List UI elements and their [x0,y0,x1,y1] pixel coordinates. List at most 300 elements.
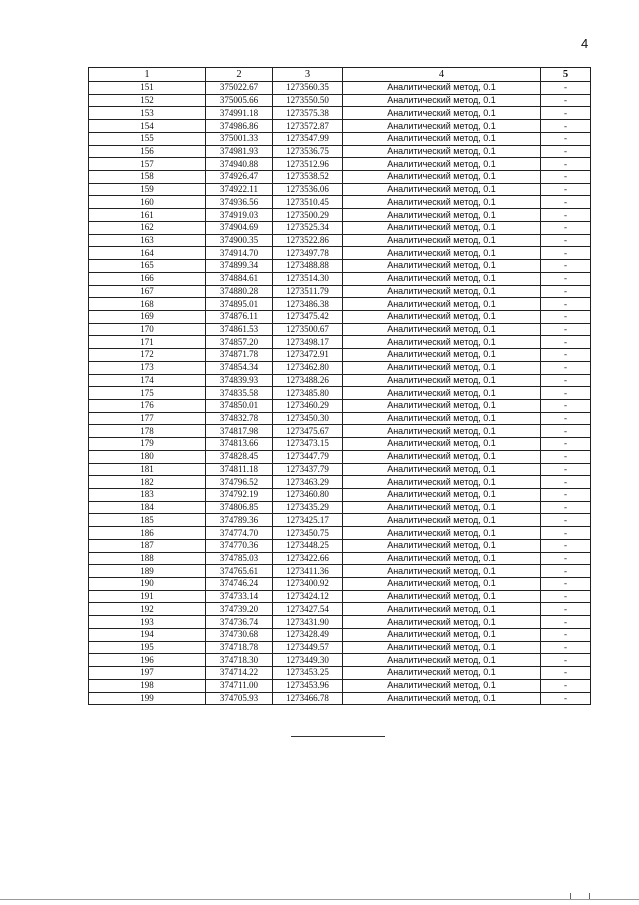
table-row [89,145,591,158]
footer-mark [570,893,590,899]
description-cell: - [541,527,591,540]
method-cell: Аналитический метод, 0.1 [343,323,541,336]
point-number-cell: 153 [89,107,206,120]
method-cell: Аналитический метод, 0.1 [343,234,541,247]
x-coordinate-cell: 374811.18 [206,463,273,476]
y-coordinate-cell: 1273460.80 [273,489,343,502]
point-number-cell: 168 [89,298,206,311]
y-coordinate-cell: 1273449.30 [273,654,343,667]
method-cell: Аналитический метод, 0.1 [343,692,541,705]
x-coordinate-cell: 374789.36 [206,514,273,527]
table-row [89,438,591,451]
y-coordinate-cell: 1273435.29 [273,501,343,514]
method-cell: Аналитический метод, 0.1 [343,298,541,311]
y-coordinate-cell: 1273547.99 [273,132,343,145]
point-number-cell: 159 [89,183,206,196]
x-coordinate-cell: 374705.93 [206,692,273,705]
method-cell: Аналитический метод, 0.1 [343,667,541,680]
method-cell: Аналитический метод, 0.1 [343,603,541,616]
y-coordinate-cell: 1273560.35 [273,82,343,95]
description-cell: - [541,501,591,514]
description-cell: - [541,94,591,107]
method-cell: Аналитический метод, 0.1 [343,565,541,578]
description-cell: - [541,679,591,692]
point-number-cell: 193 [89,616,206,629]
point-number-cell: 184 [89,501,206,514]
x-coordinate-cell: 374770.36 [206,539,273,552]
description-cell: - [541,603,591,616]
x-coordinate-cell: 374828.45 [206,450,273,463]
description-cell: - [541,107,591,120]
y-coordinate-cell: 1273485.80 [273,387,343,400]
point-number-cell: 157 [89,158,206,171]
method-cell: Аналитический метод, 0.1 [343,412,541,425]
x-coordinate-cell: 374730.68 [206,628,273,641]
signature-line [291,736,385,737]
y-coordinate-cell: 1273428.49 [273,628,343,641]
y-coordinate-cell: 1273572.87 [273,120,343,133]
description-cell: - [541,310,591,323]
point-number-cell: 171 [89,336,206,349]
y-coordinate-cell: 1273460.29 [273,399,343,412]
description-cell: - [541,399,591,412]
method-cell: Аналитический метод, 0.1 [343,399,541,412]
point-number-cell: 179 [89,438,206,451]
method-cell: Аналитический метод, 0.1 [343,107,541,120]
method-cell: Аналитический метод, 0.1 [343,145,541,158]
description-cell: - [541,323,591,336]
point-number-cell: 155 [89,132,206,145]
x-coordinate-cell: 374981.93 [206,145,273,158]
table-row [89,692,591,705]
point-number-cell: 194 [89,628,206,641]
point-number-cell: 199 [89,692,206,705]
x-coordinate-cell: 374900.35 [206,234,273,247]
description-cell: - [541,476,591,489]
table-row [89,158,591,171]
method-cell: Аналитический метод, 0.1 [343,539,541,552]
point-number-cell: 154 [89,120,206,133]
method-cell: Аналитический метод, 0.1 [343,679,541,692]
x-coordinate-cell: 374880.28 [206,285,273,298]
x-coordinate-cell: 374718.78 [206,641,273,654]
method-cell: Аналитический метод, 0.1 [343,425,541,438]
table-row [89,539,591,552]
y-coordinate-cell: 1273411.36 [273,565,343,578]
method-cell: Аналитический метод, 0.1 [343,196,541,209]
description-cell: - [541,260,591,273]
x-coordinate-cell: 374711.00 [206,679,273,692]
method-cell: Аналитический метод, 0.1 [343,336,541,349]
y-coordinate-cell: 1273475.67 [273,425,343,438]
description-cell: - [541,552,591,565]
description-cell: - [541,539,591,552]
description-cell: - [541,425,591,438]
method-cell: Аналитический метод, 0.1 [343,552,541,565]
table-row [89,590,591,603]
point-number-cell: 165 [89,260,206,273]
description-cell: - [541,374,591,387]
y-coordinate-cell: 1273497.78 [273,247,343,260]
method-cell: Аналитический метод, 0.1 [343,578,541,591]
description-cell: - [541,565,591,578]
method-cell: Аналитический метод, 0.1 [343,82,541,95]
method-cell: Аналитический метод, 0.1 [343,616,541,629]
method-cell: Аналитический метод, 0.1 [343,628,541,641]
method-cell: Аналитический метод, 0.1 [343,374,541,387]
table-row [89,120,591,133]
table-row [89,336,591,349]
column-header-number: 1 [89,68,206,82]
x-coordinate-cell: 374904.69 [206,221,273,234]
description-cell: - [541,463,591,476]
x-coordinate-cell: 374850.01 [206,399,273,412]
method-cell: Аналитический метод, 0.1 [343,94,541,107]
x-coordinate-cell: 374832.78 [206,412,273,425]
table-row [89,425,591,438]
table-row [89,323,591,336]
x-coordinate-cell: 374785.03 [206,552,273,565]
x-coordinate-cell: 374718.30 [206,654,273,667]
x-coordinate-cell: 374733.14 [206,590,273,603]
point-number-cell: 189 [89,565,206,578]
x-coordinate-cell: 374736.74 [206,616,273,629]
description-cell: - [541,654,591,667]
y-coordinate-cell: 1273466.78 [273,692,343,705]
x-coordinate-cell: 374922.11 [206,183,273,196]
description-cell: - [541,171,591,184]
description-cell: - [541,221,591,234]
x-coordinate-cell: 374835.58 [206,387,273,400]
method-cell: Аналитический метод, 0.1 [343,514,541,527]
method-cell: Аналитический метод, 0.1 [343,132,541,145]
point-number-cell: 152 [89,94,206,107]
method-cell: Аналитический метод, 0.1 [343,183,541,196]
x-coordinate-cell: 374914.70 [206,247,273,260]
table-row [89,679,591,692]
point-number-cell: 185 [89,514,206,527]
point-number-cell: 178 [89,425,206,438]
table-row [89,234,591,247]
method-cell: Аналитический метод, 0.1 [343,209,541,222]
x-coordinate-cell: 374857.20 [206,336,273,349]
description-cell: - [541,590,591,603]
y-coordinate-cell: 1273488.88 [273,260,343,273]
table-row [89,578,591,591]
method-cell: Аналитический метод, 0.1 [343,450,541,463]
description-cell: - [541,438,591,451]
x-coordinate-cell: 374813.66 [206,438,273,451]
point-number-cell: 190 [89,578,206,591]
x-coordinate-cell: 375001.33 [206,132,273,145]
y-coordinate-cell: 1273427.54 [273,603,343,616]
y-coordinate-cell: 1273510.45 [273,196,343,209]
point-number-cell: 198 [89,679,206,692]
point-number-cell: 176 [89,399,206,412]
method-cell: Аналитический метод, 0.1 [343,501,541,514]
method-cell: Аналитический метод, 0.1 [343,489,541,502]
table-row [89,272,591,285]
y-coordinate-cell: 1273511.79 [273,285,343,298]
method-cell: Аналитический метод, 0.1 [343,641,541,654]
y-coordinate-cell: 1273522.86 [273,234,343,247]
y-coordinate-cell: 1273525.34 [273,221,343,234]
method-cell: Аналитический метод, 0.1 [343,120,541,133]
y-coordinate-cell: 1273424.12 [273,590,343,603]
x-coordinate-cell: 374817.98 [206,425,273,438]
x-coordinate-cell: 374796.52 [206,476,273,489]
table-row [89,209,591,222]
y-coordinate-cell: 1273462.80 [273,361,343,374]
point-number-cell: 151 [89,82,206,95]
point-number-cell: 195 [89,641,206,654]
description-cell: - [541,667,591,680]
description-cell: - [541,641,591,654]
table-row [89,107,591,120]
table-row [89,399,591,412]
column-header-x: 2 [206,68,273,82]
y-coordinate-cell: 1273575.38 [273,107,343,120]
x-coordinate-cell: 374746.24 [206,578,273,591]
y-coordinate-cell: 1273498.17 [273,336,343,349]
point-number-cell: 177 [89,412,206,425]
method-cell: Аналитический метод, 0.1 [343,349,541,362]
method-cell: Аналитический метод, 0.1 [343,310,541,323]
point-number-cell: 192 [89,603,206,616]
y-coordinate-cell: 1273500.29 [273,209,343,222]
x-coordinate-cell: 374876.11 [206,310,273,323]
y-coordinate-cell: 1273512.96 [273,158,343,171]
method-cell: Аналитический метод, 0.1 [343,247,541,260]
table-row [89,489,591,502]
table-row [89,260,591,273]
description-cell: - [541,298,591,311]
description-cell: - [541,387,591,400]
description-cell: - [541,82,591,95]
point-number-cell: 186 [89,527,206,540]
x-coordinate-cell: 374739.20 [206,603,273,616]
table-row [89,349,591,362]
method-cell: Аналитический метод, 0.1 [343,158,541,171]
x-coordinate-cell: 374871.78 [206,349,273,362]
y-coordinate-cell: 1273536.75 [273,145,343,158]
y-coordinate-cell: 1273453.25 [273,667,343,680]
x-coordinate-cell: 374765.61 [206,565,273,578]
y-coordinate-cell: 1273475.42 [273,310,343,323]
table-row [89,603,591,616]
point-number-cell: 180 [89,450,206,463]
table-row [89,450,591,463]
point-number-cell: 187 [89,539,206,552]
table-row [89,387,591,400]
y-coordinate-cell: 1273473.15 [273,438,343,451]
description-cell: - [541,412,591,425]
description-cell: - [541,196,591,209]
y-coordinate-cell: 1273448.25 [273,539,343,552]
point-number-cell: 188 [89,552,206,565]
table-row [89,412,591,425]
table-row [89,374,591,387]
point-number-cell: 162 [89,221,206,234]
table-row [89,171,591,184]
description-cell: - [541,120,591,133]
method-cell: Аналитический метод, 0.1 [343,438,541,451]
point-number-cell: 175 [89,387,206,400]
table-row [89,667,591,680]
point-number-cell: 161 [89,209,206,222]
description-cell: - [541,628,591,641]
y-coordinate-cell: 1273472.91 [273,349,343,362]
table-row [89,285,591,298]
x-coordinate-cell: 374986.86 [206,120,273,133]
description-cell: - [541,183,591,196]
column-header-y: 3 [273,68,343,82]
point-number-cell: 158 [89,171,206,184]
point-number-cell: 160 [89,196,206,209]
y-coordinate-cell: 1273447.79 [273,450,343,463]
y-coordinate-cell: 1273536.06 [273,183,343,196]
table-row [89,501,591,514]
x-coordinate-cell: 374854.34 [206,361,273,374]
x-coordinate-cell: 374861.53 [206,323,273,336]
point-number-cell: 172 [89,349,206,362]
table-row [89,565,591,578]
x-coordinate-cell: 374792.19 [206,489,273,502]
y-coordinate-cell: 1273538.52 [273,171,343,184]
point-number-cell: 181 [89,463,206,476]
x-coordinate-cell: 374991.18 [206,107,273,120]
point-number-cell: 163 [89,234,206,247]
description-cell: - [541,234,591,247]
point-number-cell: 167 [89,285,206,298]
table-header-row [89,68,591,82]
table-row [89,132,591,145]
x-coordinate-cell: 374714.22 [206,667,273,680]
point-number-cell: 174 [89,374,206,387]
y-coordinate-cell: 1273449.57 [273,641,343,654]
x-coordinate-cell: 374884.61 [206,272,273,285]
y-coordinate-cell: 1273437.79 [273,463,343,476]
y-coordinate-cell: 1273422.66 [273,552,343,565]
description-cell: - [541,578,591,591]
table-row [89,527,591,540]
point-number-cell: 170 [89,323,206,336]
x-coordinate-cell: 375022.67 [206,82,273,95]
method-cell: Аналитический метод, 0.1 [343,463,541,476]
page-number: 4 [581,36,589,51]
x-coordinate-cell: 374895.01 [206,298,273,311]
description-cell: - [541,336,591,349]
description-cell: - [541,272,591,285]
x-coordinate-cell: 374940.88 [206,158,273,171]
y-coordinate-cell: 1273450.30 [273,412,343,425]
description-cell: - [541,132,591,145]
description-cell: - [541,450,591,463]
x-coordinate-cell: 374926.47 [206,171,273,184]
point-number-cell: 169 [89,310,206,323]
point-number-cell: 166 [89,272,206,285]
coordinates-table [88,67,591,705]
description-cell: - [541,247,591,260]
point-number-cell: 191 [89,590,206,603]
point-number-cell: 197 [89,667,206,680]
description-cell: - [541,349,591,362]
table-row [89,247,591,260]
table-row [89,654,591,667]
footer-divider [0,899,639,900]
table-row [89,82,591,95]
table-row [89,463,591,476]
point-number-cell: 183 [89,489,206,502]
x-coordinate-cell: 374936.56 [206,196,273,209]
method-cell: Аналитический метод, 0.1 [343,590,541,603]
point-number-cell: 164 [89,247,206,260]
method-cell: Аналитический метод, 0.1 [343,654,541,667]
y-coordinate-cell: 1273450.75 [273,527,343,540]
table-row [89,476,591,489]
column-header-method: 4 [343,68,541,82]
table-row [89,221,591,234]
method-cell: Аналитический метод, 0.1 [343,260,541,273]
table-row [89,361,591,374]
table-row [89,616,591,629]
x-coordinate-cell: 374899.34 [206,260,273,273]
method-cell: Аналитический метод, 0.1 [343,171,541,184]
point-number-cell: 182 [89,476,206,489]
table-row [89,641,591,654]
point-number-cell: 173 [89,361,206,374]
method-cell: Аналитический метод, 0.1 [343,476,541,489]
x-coordinate-cell: 374919.03 [206,209,273,222]
x-coordinate-cell: 374806.85 [206,501,273,514]
table-body [89,82,591,705]
point-number-cell: 156 [89,145,206,158]
y-coordinate-cell: 1273431.90 [273,616,343,629]
y-coordinate-cell: 1273486.38 [273,298,343,311]
method-cell: Аналитический метод, 0.1 [343,361,541,374]
y-coordinate-cell: 1273425.17 [273,514,343,527]
y-coordinate-cell: 1273550.50 [273,94,343,107]
method-cell: Аналитический метод, 0.1 [343,221,541,234]
description-cell: - [541,209,591,222]
y-coordinate-cell: 1273514.30 [273,272,343,285]
method-cell: Аналитический метод, 0.1 [343,285,541,298]
description-cell: - [541,361,591,374]
point-number-cell: 196 [89,654,206,667]
table-row [89,196,591,209]
description-cell: - [541,616,591,629]
method-cell: Аналитический метод, 0.1 [343,527,541,540]
y-coordinate-cell: 1273400.92 [273,578,343,591]
description-cell: - [541,145,591,158]
description-cell: - [541,489,591,502]
x-coordinate-cell: 374839.93 [206,374,273,387]
y-coordinate-cell: 1273463.29 [273,476,343,489]
method-cell: Аналитический метод, 0.1 [343,387,541,400]
description-cell: - [541,285,591,298]
column-header-description: 5 [541,68,591,82]
x-coordinate-cell: 375005.66 [206,94,273,107]
description-cell: - [541,514,591,527]
table-row [89,94,591,107]
y-coordinate-cell: 1273488.26 [273,374,343,387]
table-row [89,514,591,527]
table-row [89,183,591,196]
table-row [89,310,591,323]
description-cell: - [541,158,591,171]
table-row [89,552,591,565]
description-cell: - [541,692,591,705]
